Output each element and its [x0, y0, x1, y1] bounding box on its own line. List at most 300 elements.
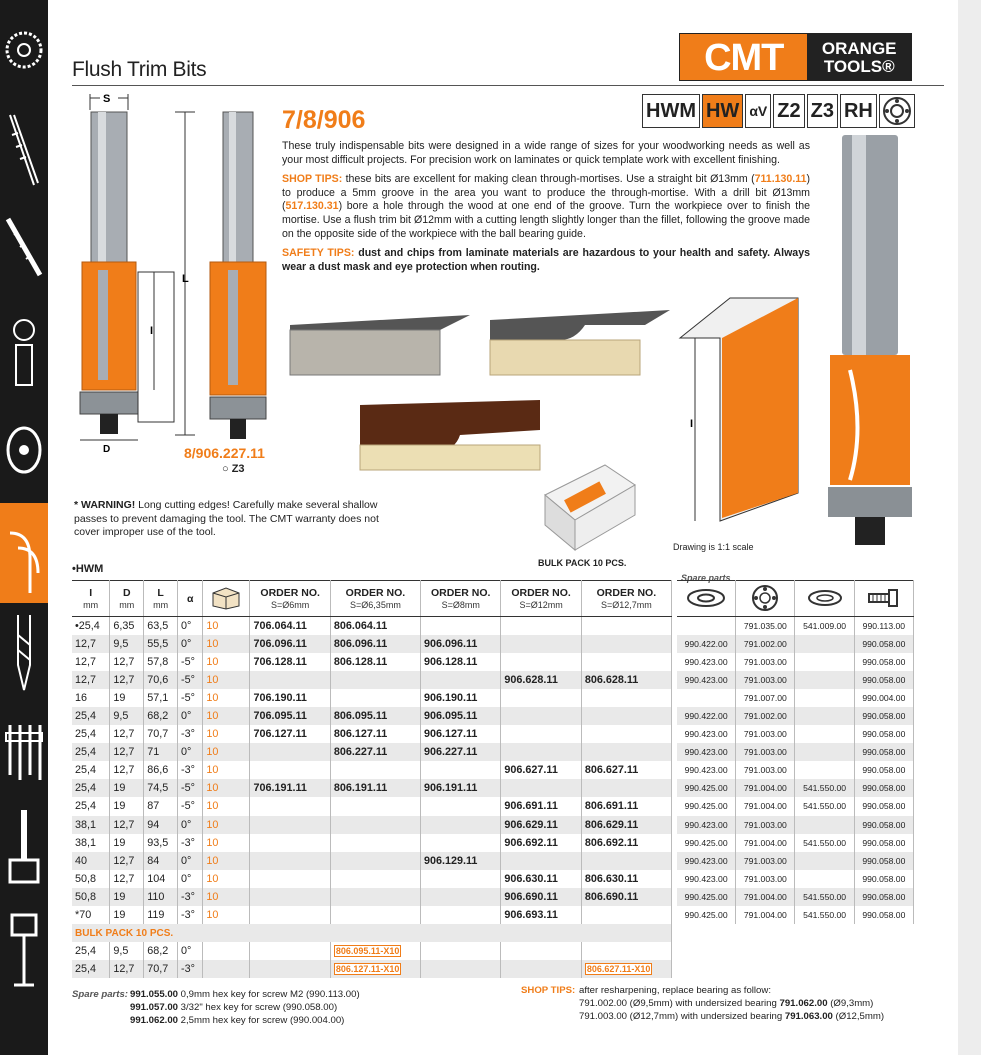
order-table-body — [72, 617, 672, 979]
table-cell — [250, 906, 330, 924]
router-bit-icon — [0, 503, 48, 603]
table-cell: 12,7 — [72, 671, 110, 689]
table-cell: 16 — [72, 689, 110, 707]
table-row — [72, 960, 672, 978]
drawing-z-label: ○ Z3 — [222, 463, 245, 475]
spare-row — [677, 707, 914, 725]
order-table-header-cell — [178, 581, 203, 617]
spare-cell: 990.425.00 — [677, 906, 736, 924]
table-row — [72, 761, 672, 779]
shop-tips-footer-label: SHOP TIPS: — [521, 985, 576, 996]
table-row — [72, 906, 672, 924]
table-cell: -3° — [178, 960, 203, 978]
table-cell — [421, 797, 501, 815]
warning-notice — [74, 499, 392, 540]
table-cell[interactable]: 706.096.11 — [250, 635, 330, 653]
spare-cell: 990.113.00 — [854, 617, 913, 635]
spare-cell: 791.003.00 — [736, 761, 795, 779]
table-cell: 10 — [203, 761, 250, 779]
table-cell: 10 — [203, 834, 250, 852]
table-cell — [581, 689, 671, 707]
table-cell: 57,8 — [144, 653, 178, 671]
category-router-bits-active[interactable] — [0, 503, 48, 603]
table-row — [72, 942, 672, 960]
table-cell: 68,2 — [144, 942, 178, 960]
header-sub: S=Ø6mm — [271, 599, 310, 610]
table-row — [72, 671, 672, 689]
table-cell: 10 — [203, 653, 250, 671]
table-cell: -5° — [178, 797, 203, 815]
header-sub: mm — [119, 599, 135, 610]
spare-code-3: 991.062.00 — [130, 1015, 179, 1026]
badge-angle: αV — [745, 94, 771, 128]
table-cell[interactable]: 906.690.11 — [501, 888, 581, 906]
table-cell: 10 — [203, 816, 250, 834]
table-cell: 10 — [203, 725, 250, 743]
spare-parts-label: Spare parts: — [72, 989, 128, 1000]
bulk-order-code[interactable]: 806.627.11-X10 — [586, 964, 651, 975]
cross-section-drawing — [670, 293, 805, 543]
spare-cell: 990.058.00 — [854, 725, 913, 743]
spare-cell: 541.550.00 — [795, 906, 854, 924]
table-cell[interactable]: 706.095.11 — [250, 707, 330, 725]
table-cell[interactable]: 906.190.11 — [421, 689, 501, 707]
spare-cell: 791.003.00 — [736, 743, 795, 761]
table-cell — [581, 779, 671, 797]
table-cell — [330, 834, 420, 852]
shop-tips-footer-text-2a: 791.002.00 (Ø9,5mm) with undersized bearing — [579, 998, 780, 1009]
spare-cell: 791.004.00 — [736, 779, 795, 797]
spare-cell: 990.425.00 — [677, 834, 736, 852]
spare-row — [677, 617, 914, 635]
table-cell[interactable]: 806.128.11 — [330, 653, 420, 671]
table-cell: 19 — [110, 906, 144, 924]
table-cell[interactable]: 806.096.11 — [330, 635, 420, 653]
spare-row — [677, 870, 914, 888]
table-cell — [203, 960, 250, 978]
table-cell[interactable] — [581, 960, 671, 978]
header-sub: mm — [153, 599, 169, 610]
table-cell — [250, 942, 330, 960]
spare-cell: 990.423.00 — [677, 816, 736, 834]
shop-tips-footer-line-3 — [521, 1010, 884, 1023]
table-cell — [250, 834, 330, 852]
table-cell: 25,4 — [72, 960, 110, 978]
forstner-bit-icon[interactable] — [4, 805, 44, 900]
table-cell[interactable]: 906.227.11 — [421, 743, 501, 761]
logo-line2: TOOLS® — [823, 57, 895, 76]
boring-bits-icon[interactable] — [4, 705, 44, 800]
table-cell — [250, 816, 330, 834]
table-cell: 0° — [178, 942, 203, 960]
title-divider — [72, 85, 944, 86]
shop-tips-footer-text-3a: 791.003.00 (Ø12,7mm) with undersized bearing — [579, 1011, 785, 1022]
table-cell[interactable]: 806.064.11 — [330, 617, 420, 635]
dim-s: S — [103, 93, 111, 105]
shim-ring-icon — [795, 581, 854, 617]
table-cell: 10 — [203, 779, 250, 797]
header-main: ORDER NO. — [260, 586, 320, 599]
table-cell — [421, 960, 501, 978]
table-cell: 10 — [203, 671, 250, 689]
table-cell: -3° — [178, 888, 203, 906]
drawing-order-code: 8/906.227.11 — [184, 445, 265, 461]
table-cell: 25,4 — [72, 942, 110, 960]
table-cell: 70,7 — [144, 725, 178, 743]
header-main: D — [122, 586, 131, 599]
order-table-header-cell — [421, 581, 501, 617]
table-cell — [421, 888, 501, 906]
order-table-header-cell — [501, 581, 581, 617]
bulk-pack-heading: BULK PACK 10 PCS. — [72, 924, 672, 942]
table-cell: 10 — [203, 689, 250, 707]
safety-tips-label: SAFETY TIPS: — [282, 247, 355, 260]
spare-cell: 990.058.00 — [854, 906, 913, 924]
spare-cell: 990.058.00 — [854, 779, 913, 797]
table-cell[interactable]: 806.627.11 — [581, 761, 671, 779]
spare-cell: 791.004.00 — [736, 888, 795, 906]
table-cell[interactable]: 706.128.11 — [250, 653, 330, 671]
table-cell: 0° — [178, 707, 203, 725]
table-cell[interactable]: 806.127.11 — [330, 725, 420, 743]
bulk-order-code[interactable]: 806.095.11-X10 — [335, 946, 400, 957]
safety-tips-text: dust and chips from laminate materials are hazardous to your health and safety. Always wear a dust mask and eye protection when routing. — [282, 247, 810, 273]
spare-row — [677, 779, 914, 797]
spare-cell: 990.058.00 — [854, 671, 913, 689]
spare-cell: 791.003.00 — [736, 870, 795, 888]
spare-cell — [795, 816, 854, 834]
table-cell: 12,7 — [110, 960, 144, 978]
table-cell: 19 — [110, 797, 144, 815]
router-bit-set-icon[interactable] — [4, 405, 44, 500]
table-cell: 19 — [110, 779, 144, 797]
brand-logo — [679, 33, 912, 81]
table-cell — [501, 617, 581, 635]
spare-cell: 990.058.00 — [854, 653, 913, 671]
clamp-tool-icon[interactable] — [4, 905, 44, 1000]
spare-part-line-3 — [72, 1014, 360, 1027]
spare-cell: 990.004.00 — [854, 689, 913, 707]
table-cell[interactable]: 906.691.11 — [501, 797, 581, 815]
spare-cell: 791.003.00 — [736, 816, 795, 834]
spare-code-2: 991.057.00 — [130, 1002, 179, 1013]
table-cell[interactable]: 906.628.11 — [501, 671, 581, 689]
oscillating-blade-icon[interactable] — [4, 305, 44, 400]
table-cell — [581, 942, 671, 960]
table-cell: *70 — [72, 906, 110, 924]
product-code: 7/8/906 — [282, 106, 366, 134]
table-cell[interactable] — [330, 960, 420, 978]
spare-row — [677, 834, 914, 852]
table-cell: 0° — [178, 852, 203, 870]
spare-row — [677, 689, 914, 707]
order-table-header-cell — [581, 581, 671, 617]
table-cell: 12,7 — [110, 743, 144, 761]
table-cell: -5° — [178, 671, 203, 689]
bulk-order-code[interactable]: 806.127.11-X10 — [335, 964, 400, 975]
spare-cell — [795, 761, 854, 779]
table-cell: 9,5 — [110, 635, 144, 653]
bearing-washer-icon — [677, 581, 736, 617]
table-cell — [421, 617, 501, 635]
spare-row — [677, 761, 914, 779]
table-cell: 87 — [144, 797, 178, 815]
header-main: ORDER NO. — [596, 586, 657, 599]
spare-cell: 990.058.00 — [854, 635, 913, 653]
spare-cell: 990.423.00 — [677, 653, 736, 671]
saw-blade-icon[interactable] — [4, 5, 44, 100]
table-cell: 19 — [110, 888, 144, 906]
shop-tips-footer-line-2 — [521, 997, 884, 1010]
spare-cell — [795, 653, 854, 671]
table-cell — [330, 870, 420, 888]
bit-technical-drawing — [70, 90, 285, 465]
table-cell — [501, 689, 581, 707]
table-cell: 25,4 — [72, 761, 110, 779]
table-cell[interactable]: 706.064.11 — [250, 617, 330, 635]
spare-row — [677, 635, 914, 653]
spare-row — [677, 671, 914, 689]
table-cell[interactable]: 806.690.11 — [581, 888, 671, 906]
spare-cell: 541.550.00 — [795, 888, 854, 906]
table-cell: 0° — [178, 870, 203, 888]
table-row — [72, 779, 672, 797]
table-cell — [501, 960, 581, 978]
table-cell: -5° — [178, 653, 203, 671]
header-sub: S=Ø12,7mm — [601, 599, 652, 610]
table-cell[interactable]: 806.692.11 — [581, 834, 671, 852]
table-cell — [250, 870, 330, 888]
drill-bit-icon[interactable] — [4, 605, 44, 700]
spare-row — [677, 816, 914, 834]
reciprocating-blade-icon[interactable] — [4, 205, 44, 300]
spare-row — [677, 725, 914, 743]
table-cell — [250, 888, 330, 906]
table-cell — [421, 906, 501, 924]
spare-cell: 990.423.00 — [677, 761, 736, 779]
shop-tips-footer-text-1: after resharpening, replace bearing as follow: — [579, 985, 771, 996]
spare-row — [677, 797, 914, 815]
spare-cell: 990.058.00 — [854, 743, 913, 761]
table-cell — [581, 635, 671, 653]
table-cell[interactable]: 706.190.11 — [250, 689, 330, 707]
table-cell — [421, 834, 501, 852]
table-cell[interactable]: 706.191.11 — [250, 779, 330, 797]
shop-tips-footer-line-1 — [521, 984, 884, 997]
table-cell: 9,5 — [110, 942, 144, 960]
dim-l: L — [182, 273, 189, 285]
header-main: L — [157, 586, 164, 599]
spare-cell — [795, 725, 854, 743]
table-cell[interactable]: 906.191.11 — [421, 779, 501, 797]
spare-cell: 791.002.00 — [736, 635, 795, 653]
category-sidebar — [0, 0, 48, 1055]
table-cell: 10 — [203, 707, 250, 725]
table-cell — [250, 761, 330, 779]
table-cell — [501, 779, 581, 797]
table-row — [72, 689, 672, 707]
table-cell[interactable]: 806.227.11 — [330, 743, 420, 761]
table-cell[interactable]: 906.693.11 — [501, 906, 581, 924]
table-row — [72, 635, 672, 653]
table-cell — [501, 707, 581, 725]
table-cell: 10 — [203, 870, 250, 888]
spare-cell: 990.423.00 — [677, 852, 736, 870]
spare-cell — [795, 870, 854, 888]
table-cell: 70,7 — [144, 960, 178, 978]
table-cell[interactable]: 906.096.11 — [421, 635, 501, 653]
bulk-pack-box-illustration — [540, 455, 640, 555]
router-bit-photo — [820, 130, 920, 550]
spare-text-2: 3/32" hex key for screw (990.058.00) — [178, 1002, 338, 1013]
shop-tips-text-2: ) to produce a 5mm groove in the area you want to produce the through-mortise. With a drill bit Ø13mm ( — [282, 173, 810, 213]
spare-row — [677, 852, 914, 870]
table-cell: 63,5 — [144, 617, 178, 635]
table-row — [72, 617, 672, 635]
table-cell[interactable]: 906.627.11 — [501, 761, 581, 779]
table-cell — [501, 653, 581, 671]
table-cell: 71 — [144, 743, 178, 761]
spare-cell: 990.423.00 — [677, 725, 736, 743]
table-cell[interactable]: 906.630.11 — [501, 870, 581, 888]
table-cell: 50,8 — [72, 888, 110, 906]
table-cell: 12,7 — [72, 635, 110, 653]
table-cell: 84 — [144, 852, 178, 870]
table-cell[interactable]: 706.127.11 — [250, 725, 330, 743]
table-cell: -3° — [178, 725, 203, 743]
table-cell[interactable]: 906.127.11 — [421, 725, 501, 743]
table-cell[interactable]: 806.628.11 — [581, 671, 671, 689]
table-cell[interactable]: 906.128.11 — [421, 653, 501, 671]
order-table — [72, 580, 672, 978]
table-cell: 0° — [178, 743, 203, 761]
table-cell: 110 — [144, 888, 178, 906]
badge-z2: Z2 — [773, 94, 804, 128]
table-cell — [581, 906, 671, 924]
table-cell: 19 — [110, 689, 144, 707]
spare-cell: 541.550.00 — [795, 779, 854, 797]
spare-cell — [795, 635, 854, 653]
table-cell[interactable]: 806.630.11 — [581, 870, 671, 888]
header-sub: S=Ø12mm — [519, 599, 563, 610]
spare-cell — [677, 617, 736, 635]
table-cell: -5° — [178, 779, 203, 797]
undersized-bearing-code-1: 791.062.00 — [779, 998, 828, 1009]
bearing-badge-icon — [879, 94, 915, 128]
table-cell[interactable]: 806.191.11 — [330, 779, 420, 797]
table-cell: 0° — [178, 617, 203, 635]
table-cell: 12,7 — [110, 761, 144, 779]
cross-dim-i: I — [690, 418, 694, 430]
table-cell — [330, 797, 420, 815]
header-main: α — [186, 592, 194, 605]
table-cell[interactable]: 906.692.11 — [501, 834, 581, 852]
table-cell — [330, 816, 420, 834]
spare-cell — [795, 743, 854, 761]
table-cell: 57,1 — [144, 689, 178, 707]
table-cell[interactable]: 806.095.11 — [330, 707, 420, 725]
table-cell: 10 — [203, 797, 250, 815]
dim-d: D — [103, 444, 111, 455]
spare-cell — [795, 689, 854, 707]
badge-hwm: HWM — [642, 94, 700, 128]
spare-cell: 791.003.00 — [736, 852, 795, 870]
spare-cell: 791.004.00 — [736, 834, 795, 852]
table-cell: 86,6 — [144, 761, 178, 779]
spare-table-header — [677, 581, 914, 617]
table-cell: 12,7 — [72, 653, 110, 671]
table-cell — [501, 635, 581, 653]
spare-cell: 990.058.00 — [854, 816, 913, 834]
table-cell: 10 — [203, 635, 250, 653]
spare-cell: 791.003.00 — [736, 671, 795, 689]
table-cell — [501, 743, 581, 761]
spare-cell: 541.550.00 — [795, 834, 854, 852]
header-main: ORDER NO. — [345, 586, 406, 599]
table-cell: -3° — [178, 761, 203, 779]
jigsaw-blade-icon[interactable] — [4, 105, 44, 200]
table-cell — [330, 906, 420, 924]
spare-cell: 990.058.00 — [854, 834, 913, 852]
table-cell — [581, 725, 671, 743]
table-cell — [421, 870, 501, 888]
table-cell: 12,7 — [110, 870, 144, 888]
shop-tips-footer-text-3c: (Ø12,5mm) — [832, 1011, 885, 1022]
spare-cell: 990.425.00 — [677, 779, 736, 797]
table-row — [72, 743, 672, 761]
table-cell — [330, 671, 420, 689]
table-cell: 12,7 — [110, 671, 144, 689]
table-cell: 10 — [203, 617, 250, 635]
table-cell: 25,4 — [72, 743, 110, 761]
table-row — [72, 852, 672, 870]
table-cell: 10 — [203, 743, 250, 761]
logo-line1: ORANGE — [821, 39, 897, 58]
table-cell — [421, 942, 501, 960]
table-cell: 93,5 — [144, 834, 178, 852]
table-cell: 38,1 — [72, 834, 110, 852]
table-cell — [581, 617, 671, 635]
product-description — [282, 140, 810, 280]
table-cell[interactable]: 806.691.11 — [581, 797, 671, 815]
table-cell[interactable]: 906.129.11 — [421, 852, 501, 870]
table-cell[interactable] — [330, 942, 420, 960]
table-cell[interactable]: 906.095.11 — [421, 707, 501, 725]
spare-part-line-1 — [72, 988, 360, 1001]
table-cell — [421, 671, 501, 689]
feature-badges — [642, 94, 915, 128]
spare-row — [677, 888, 914, 906]
table-row — [72, 888, 672, 906]
spare-table-body — [677, 617, 914, 925]
table-cell: 38,1 — [72, 816, 110, 834]
spare-cell — [795, 707, 854, 725]
header-main: ORDER NO. — [511, 586, 571, 599]
order-table-header-cell — [110, 581, 144, 617]
table-cell[interactable]: 906.629.11 — [501, 816, 581, 834]
table-cell — [330, 761, 420, 779]
table-cell — [581, 852, 671, 870]
table-cell — [250, 671, 330, 689]
spare-cell: 990.425.00 — [677, 888, 736, 906]
table-cell — [501, 725, 581, 743]
table-cell[interactable]: 806.629.11 — [581, 816, 671, 834]
spare-row — [677, 743, 914, 761]
table-cell: 10 — [203, 852, 250, 870]
spare-cell: 990.422.00 — [677, 707, 736, 725]
safety-tips — [282, 247, 810, 274]
table-cell — [581, 707, 671, 725]
